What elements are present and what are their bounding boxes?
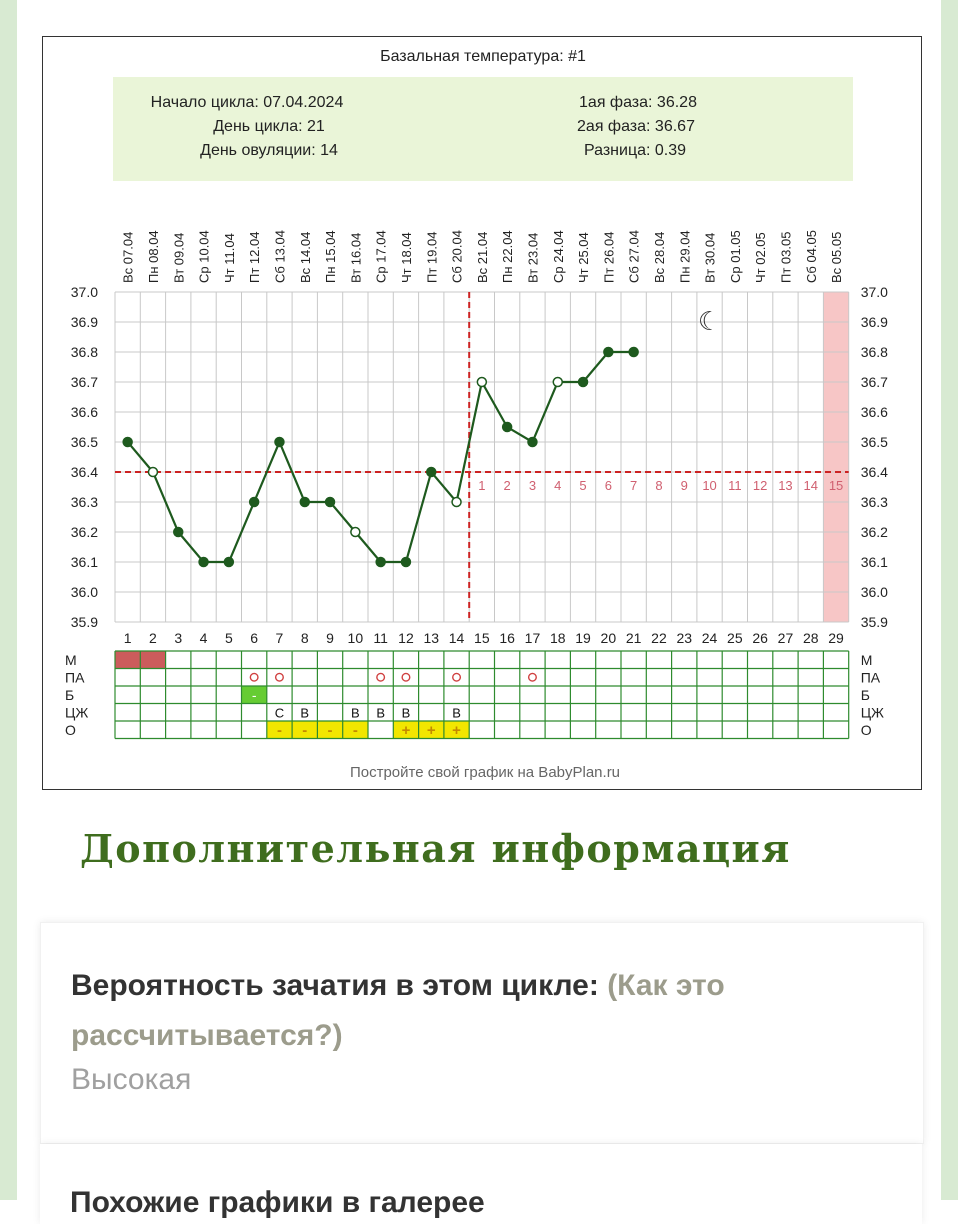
post-ovulation-day-label: 1	[478, 478, 486, 493]
how-calculated-link[interactable]: (Как это рассчитывается?)	[71, 969, 725, 1052]
temperature-point	[123, 438, 132, 447]
day-number-label: 6	[250, 630, 259, 646]
phase2-label: 2ая фаза: 36.67	[577, 118, 695, 135]
day-number-label: 16	[499, 630, 515, 646]
day-number-label: 21	[625, 630, 642, 646]
y-tick-label-right: 36.7	[860, 374, 888, 390]
y-tick-label-left: 36.3	[70, 494, 98, 510]
day-number-label: 22	[651, 630, 667, 646]
pa-mark	[402, 673, 410, 681]
day-number-label: 28	[802, 630, 819, 646]
post-ovulation-day-label: 9	[680, 478, 688, 493]
date-label: Вс 28.04	[651, 231, 667, 283]
expected-period-column	[823, 292, 848, 622]
day-number-label: 5	[224, 630, 233, 646]
post-ovulation-day-label: 13	[778, 478, 793, 493]
date-label: Пт 19.04	[424, 231, 440, 283]
o-cell-mark: +	[452, 722, 461, 739]
y-tick-label-left: 36.6	[70, 404, 98, 420]
chart-plot-layer	[65, 230, 888, 739]
date-label: Чт 02.05	[753, 232, 769, 283]
post-ovulation-day-label: 7	[630, 478, 638, 493]
day-number-label: 23	[676, 630, 693, 646]
date-label: Ср 17.04	[373, 230, 389, 283]
day-number-label: 3	[174, 630, 183, 646]
y-tick-label-left: 37.0	[70, 284, 98, 300]
temperature-point	[401, 558, 410, 567]
phase1-label: 1ая фаза: 36.28	[579, 94, 697, 111]
menstruation-cell	[115, 651, 140, 669]
temperature-point	[224, 558, 233, 567]
date-label: Вс 21.04	[474, 231, 490, 283]
day-number-label: 20	[600, 630, 617, 646]
temperature-point	[148, 468, 157, 477]
day-number-label: 10	[347, 630, 364, 646]
date-label: Пт 03.05	[778, 231, 794, 283]
y-tick-label-right: 36.3	[860, 494, 888, 510]
pa-mark	[453, 673, 461, 681]
y-tick-label-left: 36.2	[70, 524, 98, 540]
temperature-point	[604, 348, 613, 357]
date-label: Пн 22.04	[500, 230, 516, 283]
y-tick-label-right: 36.0	[860, 584, 888, 600]
post-ovulation-day-label: 6	[604, 478, 612, 493]
date-label: Ср 01.05	[727, 230, 743, 283]
left-margin-strip	[0, 0, 17, 1200]
temperature-point	[477, 378, 486, 387]
day-number-label: 9	[326, 630, 334, 646]
temperature-point	[376, 558, 385, 567]
y-tick-label-right: 36.8	[860, 344, 888, 360]
marker-row-label-left: ЦЖ	[65, 704, 89, 721]
moon-icon: ☾	[697, 306, 722, 336]
day-number-label: 8	[300, 630, 309, 646]
pa-mark	[276, 673, 284, 681]
day-number-label: 18	[549, 630, 566, 646]
bbt-chart-svg	[43, 37, 923, 791]
b-cell-mark: -	[251, 687, 257, 703]
y-tick-label-right: 36.9	[860, 314, 888, 330]
date-label: Чт 11.04	[221, 233, 237, 283]
temperature-point	[351, 528, 360, 537]
temperature-point	[452, 498, 461, 507]
post-ovulation-day-label: 4	[554, 478, 562, 493]
o-cell-mark: +	[426, 722, 436, 739]
date-label: Пт 12.04	[247, 231, 263, 283]
day-number-label: 25	[727, 630, 743, 646]
conception-question	[71, 961, 891, 1061]
day-number-label: 11	[373, 630, 388, 646]
cm-cell-mark: В	[452, 705, 461, 721]
day-number-label: 15	[474, 630, 490, 646]
date-label: Пн 08.04	[145, 230, 161, 283]
temperature-point	[174, 528, 183, 537]
date-label: Вт 09.04	[171, 232, 187, 283]
date-label: Пн 29.04	[677, 230, 693, 283]
date-label: Ср 24.04	[550, 230, 566, 283]
pa-mark	[529, 673, 537, 681]
day-number-label: 2	[149, 630, 157, 646]
post-ovulation-day-label: 14	[803, 478, 818, 493]
marker-row-label-left: Б	[65, 687, 75, 703]
difference-label: Разница: 0.39	[583, 142, 687, 159]
date-label: Пн 15.04	[323, 230, 339, 283]
o-cell-mark: -	[276, 722, 282, 739]
pa-mark	[250, 673, 258, 681]
temperature-point	[250, 498, 259, 507]
day-number-label: 24	[701, 630, 718, 646]
temperature-point	[199, 558, 208, 567]
date-label: Чт 18.04	[398, 232, 414, 283]
marker-row-label-right: О	[860, 722, 872, 738]
date-label: Вс 05.05	[829, 231, 845, 283]
y-tick-label-left: 35.9	[70, 614, 98, 630]
day-number-label: 4	[199, 630, 208, 646]
date-label: Чт 25.04	[576, 232, 592, 283]
o-cell-mark: -	[302, 722, 308, 739]
day-number-label: 7	[275, 630, 284, 646]
date-label: Вт 23.04	[525, 232, 541, 283]
o-cell-mark: -	[352, 722, 358, 739]
post-ovulation-day-label: 15	[828, 478, 844, 493]
date-label: Вт 16.04	[348, 232, 364, 283]
y-tick-label-right: 36.1	[860, 554, 888, 570]
pa-mark	[377, 673, 385, 681]
temperature-point	[579, 378, 588, 387]
day-number-label: 27	[777, 630, 794, 646]
cycle-start-label: Начало цикла: 07.04.2024	[150, 94, 344, 111]
cm-cell-mark: С	[274, 705, 285, 721]
conception-question-label: Вероятность зачатия в этом цикле:	[71, 969, 599, 1002]
cm-cell-mark: В	[300, 705, 310, 721]
y-tick-label-right: 37.0	[860, 284, 888, 300]
temperature-point	[427, 468, 436, 477]
post-ovulation-day-label: 11	[728, 478, 742, 493]
y-tick-label-left: 36.8	[70, 344, 98, 360]
temperature-point	[553, 378, 562, 387]
section-title: Дополнительная информация	[80, 826, 791, 871]
conception-probability-card	[40, 922, 924, 1144]
post-ovulation-day-label: 5	[579, 478, 587, 493]
temperature-point	[275, 438, 284, 447]
date-label: Сб 20.04	[449, 230, 465, 283]
marker-row-label-left: О	[65, 722, 76, 738]
temperature-point	[528, 438, 537, 447]
date-label: Сб 04.05	[803, 230, 819, 283]
day-number-label: 26	[752, 630, 768, 646]
chart-footer-link[interactable]: Постройте свой график на BabyPlan.ru	[349, 764, 621, 781]
y-tick-label-left: 36.7	[70, 374, 98, 390]
day-number-label: 19	[575, 630, 591, 646]
marker-row-label-left: ПА	[65, 669, 85, 686]
o-cell-mark: -	[327, 722, 333, 739]
marker-row-label-right: М	[860, 652, 873, 668]
right-margin-strip	[941, 0, 958, 1200]
date-label: Вт 30.04	[702, 232, 718, 283]
o-cell-mark: +	[401, 722, 411, 739]
y-tick-label-left: 36.9	[70, 314, 98, 330]
post-ovulation-day-label: 3	[528, 478, 537, 493]
day-number-label: 12	[398, 630, 414, 646]
temperature-point	[503, 423, 512, 432]
similar-charts-title[interactable]: Похожие графики в галерее	[70, 1186, 485, 1219]
day-number-label: 14	[448, 630, 465, 646]
date-label: Сб 13.04	[272, 230, 288, 283]
temperature-point	[326, 498, 335, 507]
y-tick-label-left: 36.1	[70, 554, 98, 570]
cm-cell-mark: В	[376, 705, 385, 721]
menstruation-cell	[140, 651, 165, 669]
marker-row-label-right: ПА	[860, 669, 881, 686]
day-number-label: 17	[524, 630, 541, 646]
post-ovulation-day-label: 10	[702, 478, 717, 493]
date-label: Вс 07.04	[120, 231, 136, 283]
y-tick-label-left: 36.5	[70, 434, 98, 450]
day-number-label: 29	[828, 630, 844, 646]
date-label: Пт 26.04	[601, 231, 617, 283]
date-label: Сб 27.04	[626, 230, 642, 283]
cm-cell-mark: В	[401, 705, 411, 721]
marker-row-label-right: Б	[860, 687, 870, 703]
bbt-chart	[42, 36, 922, 790]
y-tick-label-left: 36.4	[70, 464, 98, 480]
cycle-day-label: День цикла: 21	[213, 118, 325, 135]
similar-charts-card	[40, 1144, 922, 1224]
day-number-label: 1	[123, 630, 132, 646]
y-tick-label-right: 35.9	[860, 614, 888, 630]
post-ovulation-day-label: 12	[752, 478, 768, 493]
marker-row-label-left: М	[65, 652, 77, 668]
temperature-point	[629, 348, 638, 357]
y-tick-label-right: 36.4	[860, 464, 888, 480]
temperature-point	[300, 498, 309, 507]
y-tick-label-left: 36.0	[70, 584, 98, 600]
date-label: Вс 14.04	[297, 231, 313, 283]
y-tick-label-right: 36.2	[860, 524, 888, 540]
y-tick-label-right: 36.5	[860, 434, 888, 450]
post-ovulation-day-label: 2	[503, 478, 511, 493]
ovulation-day-label: День овуляции: 14	[200, 142, 338, 159]
cm-cell-mark: В	[351, 705, 360, 721]
marker-row-label-right: ЦЖ	[860, 704, 884, 721]
day-number-label: 13	[423, 630, 440, 646]
conception-answer: Высокая	[71, 1063, 192, 1096]
y-tick-label-right: 36.6	[860, 404, 888, 420]
chart-title: Базальная температура: #1	[380, 48, 586, 65]
date-label: Ср 10.04	[196, 230, 212, 283]
post-ovulation-day-label: 8	[655, 478, 663, 493]
